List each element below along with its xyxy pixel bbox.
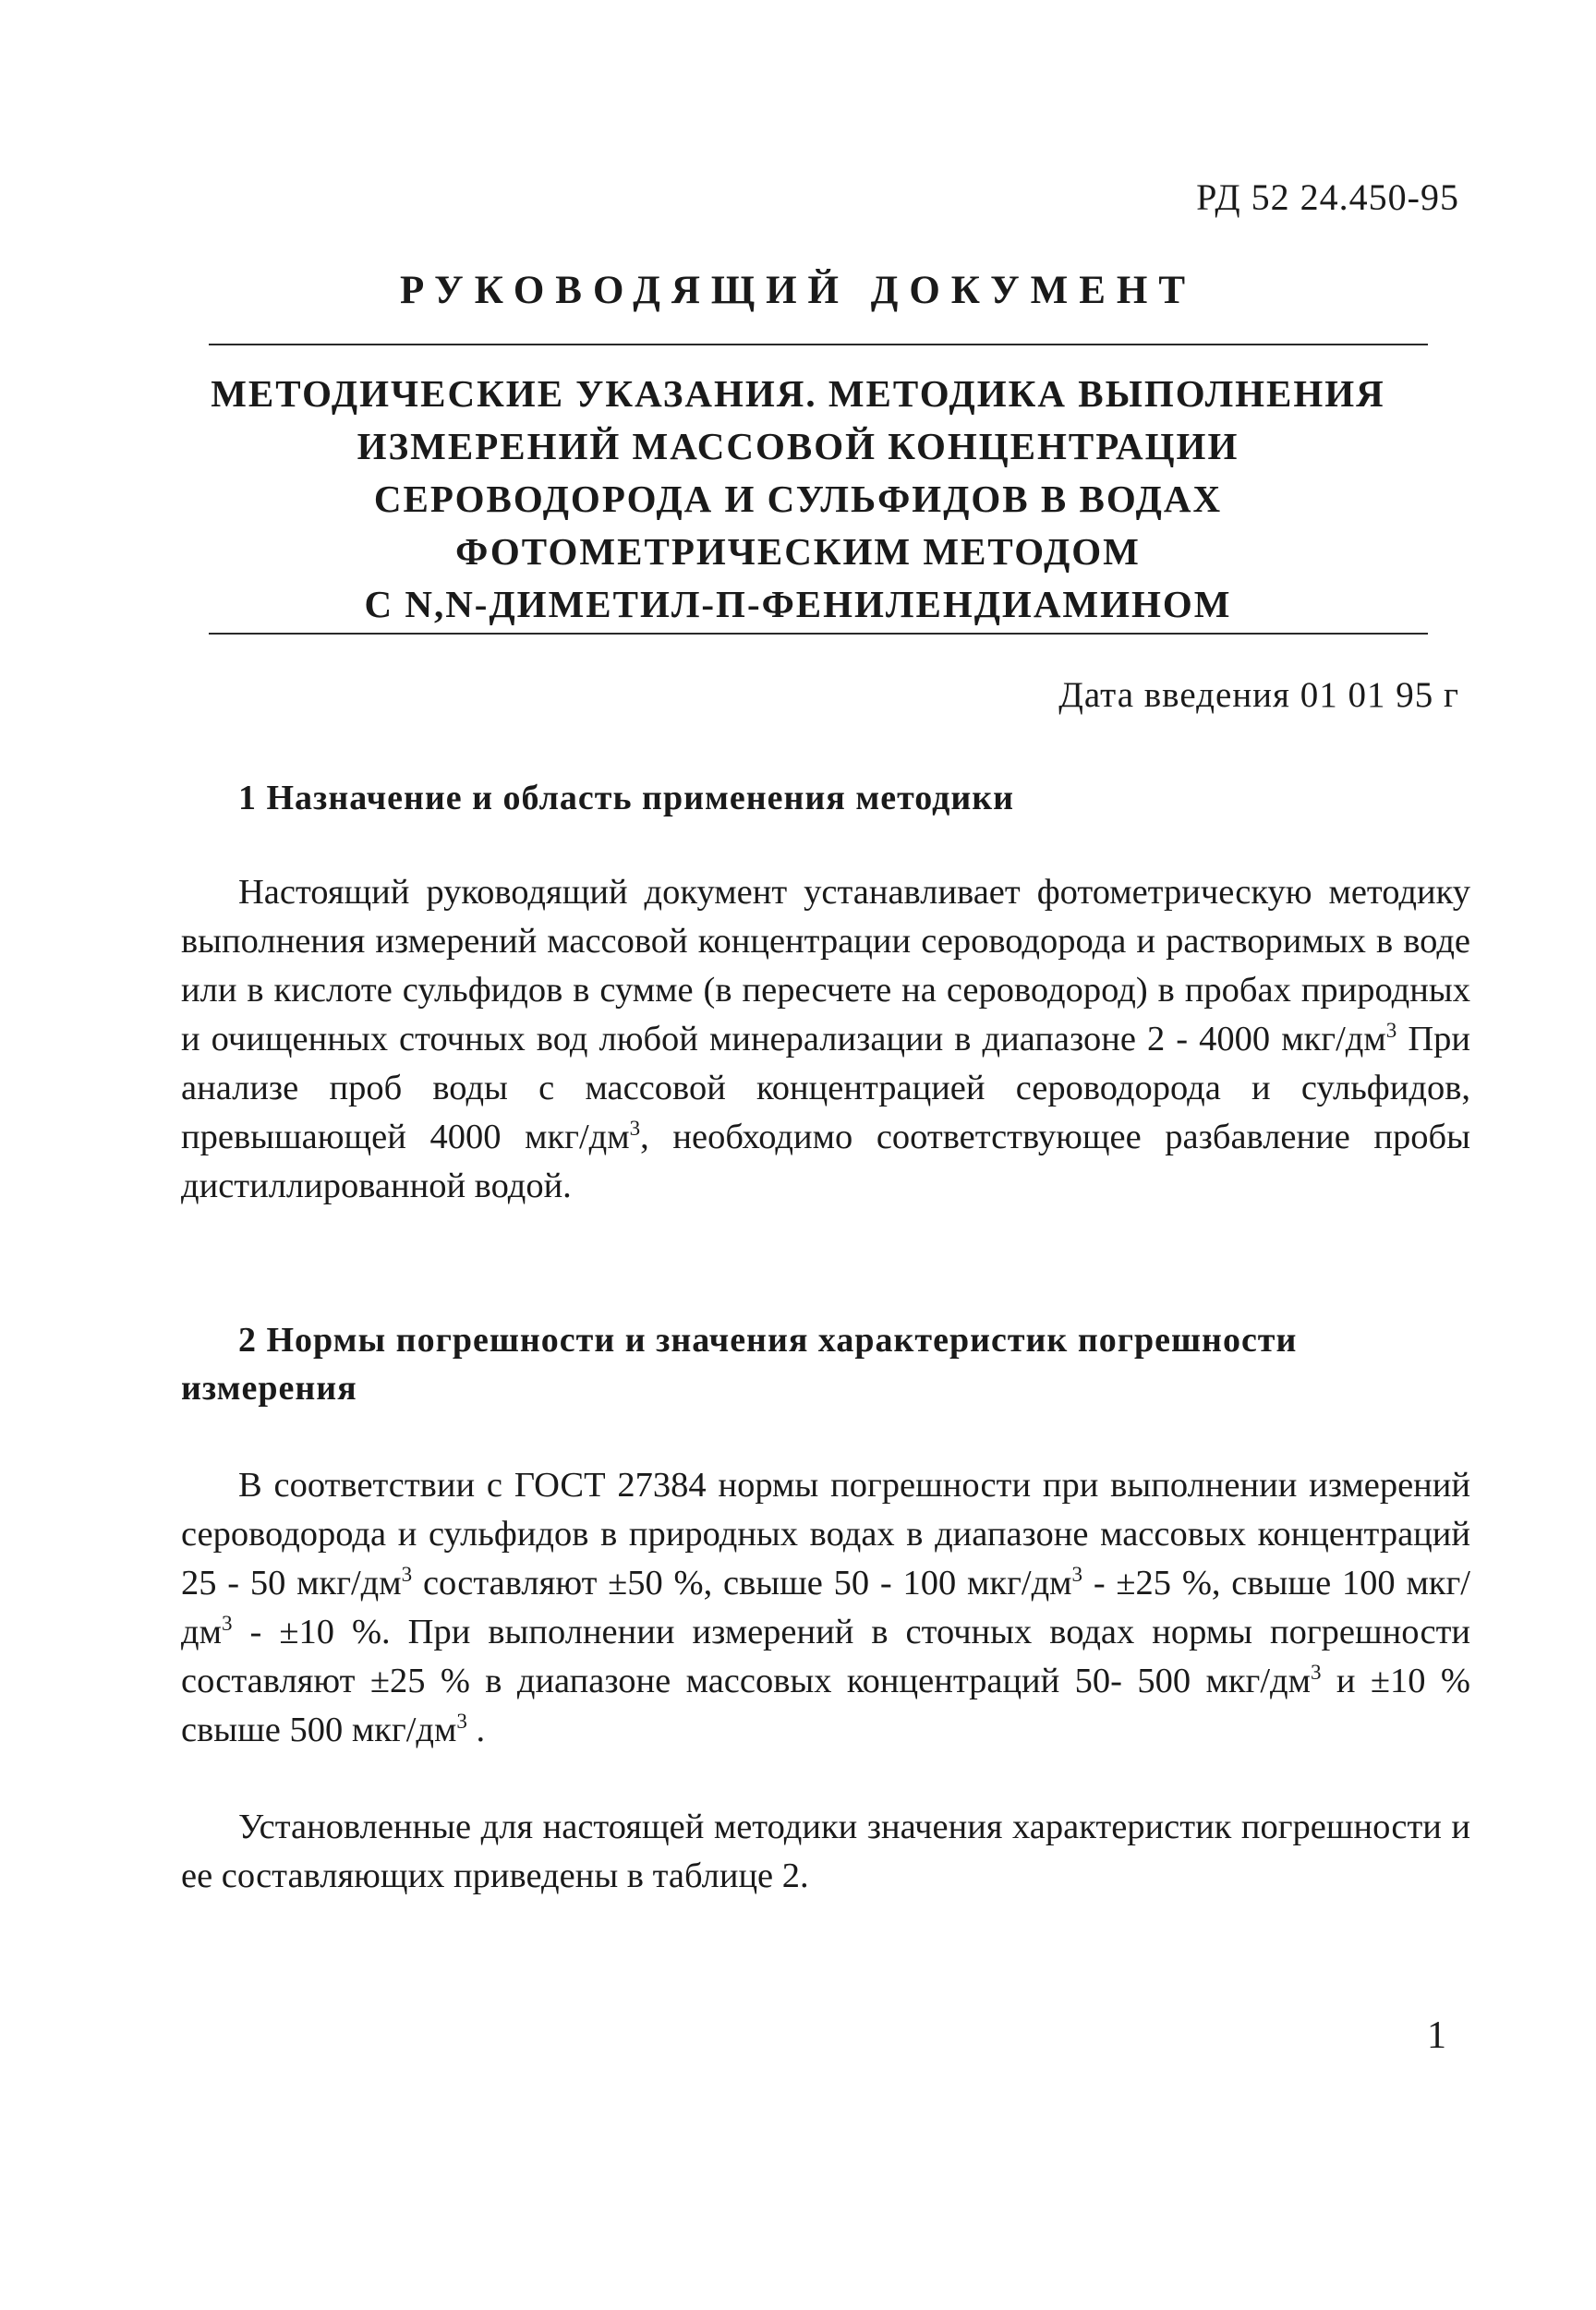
title-line: СЕРОВОДОРОДА И СУЛЬФИДОВ В ВОДАХ (373, 478, 1223, 520)
title-bottom-rule (209, 633, 1428, 635)
section-1-paragraph (181, 868, 1470, 1211)
superscript: 3 (221, 1611, 233, 1636)
superscript: 3 (1071, 1562, 1083, 1587)
section-2-paragraph (181, 1461, 1470, 1755)
section-2-heading: 2 Нормы погрешности и значения характеристик погрешности измерения (181, 1321, 1298, 1408)
text-run: - ±10 %. При выполнении измерений в сточных водах нормы погрешности составляют ±25 % в диапазоне массовых концентраций 50- 500 мкг/дм (181, 1613, 1470, 1700)
text-run: , необходимо соответствующее разбавление пробы дистиллированной водой. (181, 1118, 1470, 1205)
document-title (0, 368, 1596, 631)
text-run: . (466, 1711, 486, 1749)
superscript: 3 (401, 1562, 413, 1587)
superscript: 3 (1310, 1660, 1322, 1685)
section-2-paragraph (181, 1803, 1470, 1901)
title-top-rule (209, 344, 1428, 345)
document-code: РД 52 24.450-95 (1196, 176, 1459, 218)
title-line: ФОТОМЕТРИЧЕСКИМ МЕТОДОМ (455, 530, 1141, 573)
section-1-heading: 1 Назначение и область применения методики (238, 779, 1015, 817)
document-type-heading: РУКОВОДЯЩИЙ ДОКУМЕНТ (399, 269, 1197, 312)
text-run: и ±10 % свыше 500 мкг/дм (181, 1662, 1470, 1749)
title-line: МЕТОДИЧЕСКИЕ УКАЗАНИЯ. МЕТОДИКА ВЫПОЛНЕНИЯ (211, 372, 1385, 415)
title-line: С N,N-ДИМЕТИЛ-П-ФЕНИЛЕНДИАМИНОМ (364, 583, 1232, 625)
text-run: При анализе проб воды с массовой концентрацией сероводорода и сульфидов, превышающей 4000 мкг/дм (181, 1020, 1470, 1156)
title-line: ИЗМЕРЕНИЙ МАССОВОЙ КОНЦЕНТРАЦИИ (357, 425, 1239, 467)
text-run: составляют ±50 %, свыше 50 - 100 мкг/дм (412, 1564, 1072, 1602)
text-run: Настоящий руководящий документ устанавливает фотометрическую методику выполнения измерений массовой концентрации сероводорода и растворимых в воде или в кислоте сульфидов в сумме (в пересчете на сероводород) в пробах природных и очищенных сточных вод любой минерализации в диапазоне 2 - 4000 мкг/дм (181, 873, 1470, 1058)
text-run: Установленные для настоящей методики значения характеристик погрешности и ее составляющих приведены в таблице 2. (181, 1808, 1470, 1895)
introduction-date: Дата введения 01 01 95 г (1058, 675, 1459, 715)
superscript: 3 (456, 1709, 467, 1734)
superscript: 3 (629, 1116, 641, 1141)
page-number: 1 (1427, 2014, 1446, 2057)
text-run: В соответствии с ГОСТ 27384 нормы погрешности при выполнении измерений сероводорода и сульфидов в природных водах в диапазоне массовых концентраций 25 - 50 мкг/дм (181, 1466, 1470, 1602)
text-run: - ±25 %, свыше 100 мкг/дм (181, 1564, 1470, 1651)
superscript: 3 (1385, 1018, 1397, 1043)
